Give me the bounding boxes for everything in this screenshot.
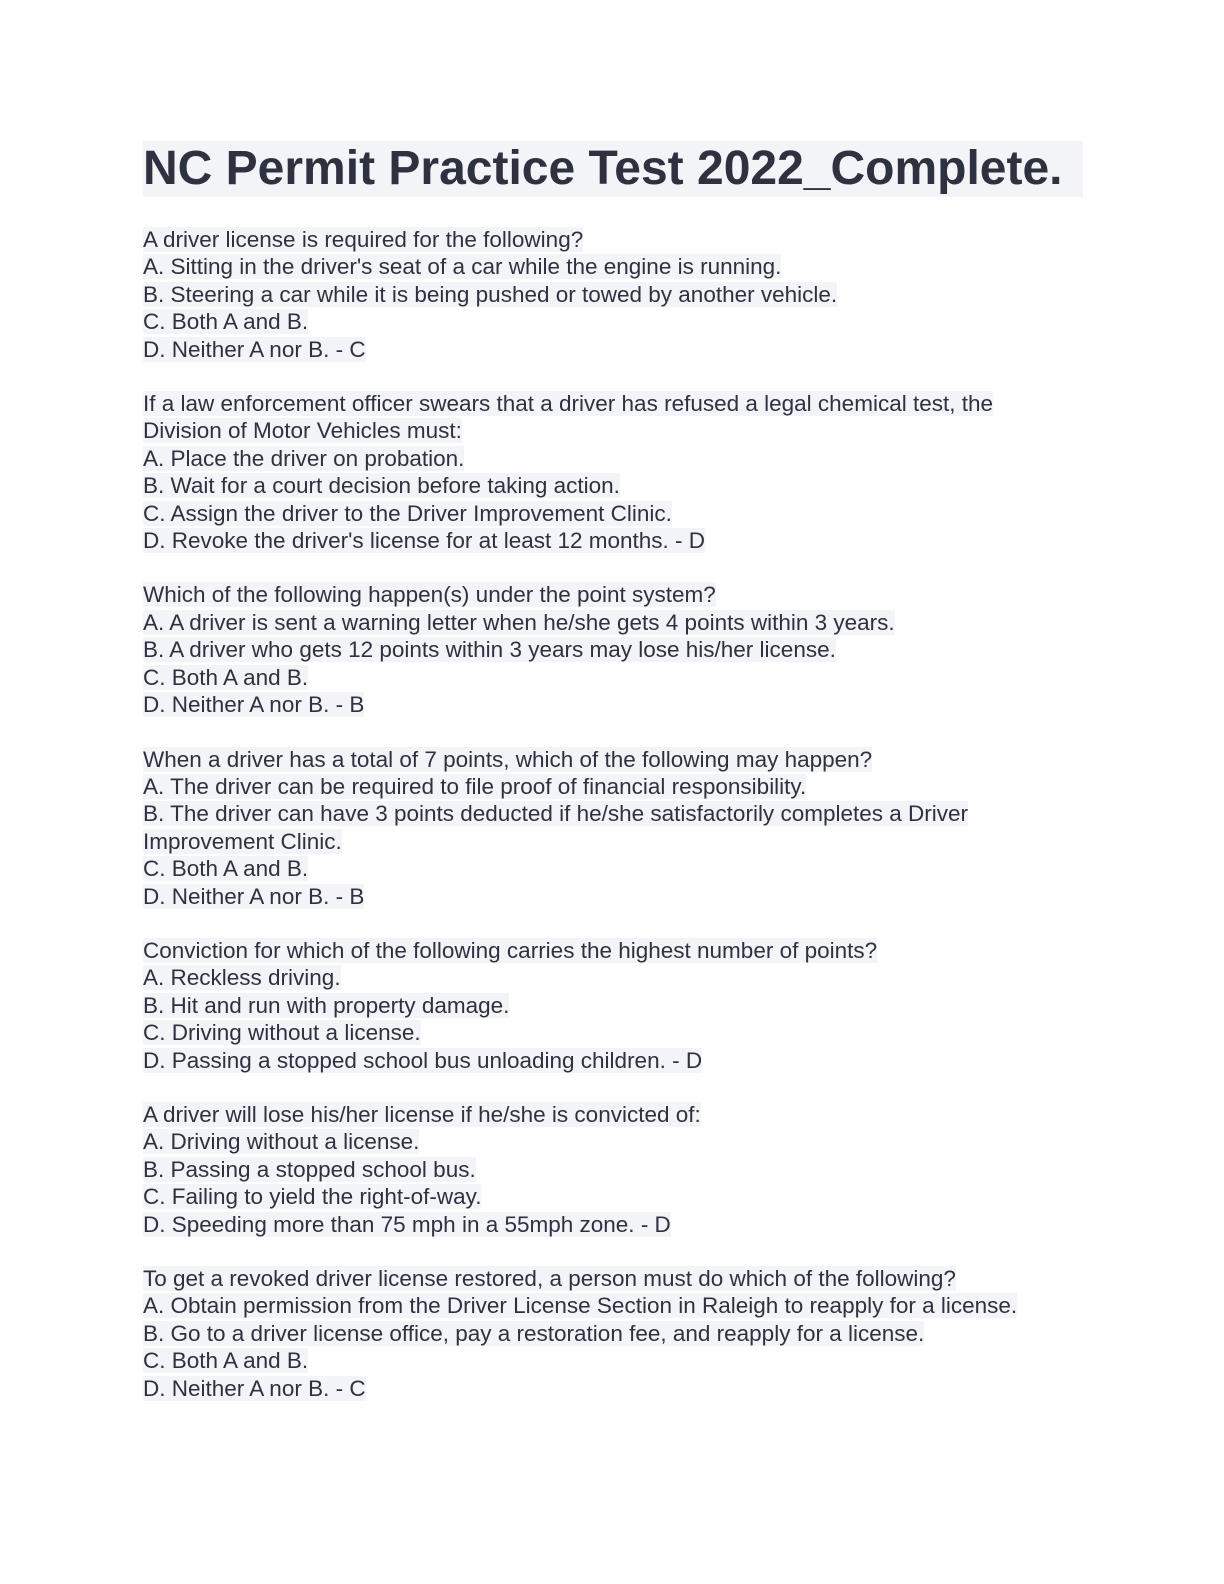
answer-option-line: [143, 691, 1083, 718]
question-block: [143, 226, 1083, 363]
line-text: C. Both A and B.: [143, 664, 309, 690]
answer-option-line: [143, 445, 1083, 472]
line-text: A. A driver is sent a warning letter when he/she gets 4 points within 3 years.: [143, 609, 895, 635]
line-text: D. Neither A nor B. - C: [143, 336, 366, 362]
line-text: D. Revoke the driver's license for at least 12 months. - D: [143, 528, 706, 554]
answer-option-line: [143, 1183, 1083, 1210]
question-block: [143, 746, 1083, 910]
line-text: B. Hit and run with property damage.: [143, 992, 510, 1018]
answer-option-line: [143, 336, 1083, 363]
answer-option-line: [143, 636, 1083, 663]
line-text: B. Wait for a court decision before taking action.: [143, 473, 620, 499]
line-text: Improvement Clinic.: [143, 828, 342, 854]
line-text: A. Driving without a license.: [143, 1129, 420, 1155]
answer-option-line: [143, 253, 1083, 280]
answer-option-line: [143, 1047, 1083, 1074]
line-text: When a driver has a total of 7 points, which of the following may happen?: [143, 746, 873, 772]
answer-option-line: [143, 472, 1083, 499]
question-text-line: [143, 1101, 1083, 1128]
answer-option-line: [143, 609, 1083, 636]
answer-option-line: [143, 964, 1083, 991]
answer-option-line: [143, 1211, 1083, 1238]
line-text: Which of the following happen(s) under the point system?: [143, 582, 716, 608]
question-block: [143, 1101, 1083, 1238]
line-text: A. The driver can be required to file proof of financial responsibility.: [143, 773, 807, 799]
line-text: A. Sitting in the driver's seat of a car while the engine is running.: [143, 254, 782, 280]
answer-option-line: [143, 281, 1083, 308]
answer-option-line: [143, 992, 1083, 1019]
line-text: D. Speeding more than 75 mph in a 55mph zone. - D: [143, 1211, 671, 1237]
line-text: C. Both A and B.: [143, 1348, 309, 1374]
answer-option-line: [143, 1292, 1083, 1319]
question-text-line: [143, 390, 1083, 417]
line-text: C. Failing to yield the right-of-way.: [143, 1184, 482, 1210]
line-text: B. Passing a stopped school bus.: [143, 1156, 476, 1182]
line-text: A. Reckless driving.: [143, 965, 341, 991]
answer-option-line: [143, 855, 1083, 882]
question-block: [143, 390, 1083, 554]
answer-option-line: [143, 800, 1083, 827]
line-text: A. Obtain permission from the Driver License Section in Raleigh to reapply for a license.: [143, 1293, 1018, 1319]
answer-option-line: [143, 664, 1083, 691]
line-text: D. Neither A nor B. - B: [143, 883, 365, 909]
question-block: [143, 937, 1083, 1074]
answer-option-line: [143, 308, 1083, 335]
line-text: B. Go to a driver license office, pay a restoration fee, and reapply for a license.: [143, 1320, 925, 1346]
answer-option-line: [143, 773, 1083, 800]
answer-option-line: [143, 883, 1083, 910]
question-text-continuation: [143, 417, 1083, 444]
question-text-line: [143, 937, 1083, 964]
question-text-line: [143, 226, 1083, 253]
question-text-line: [143, 746, 1083, 773]
line-text: C. Assign the driver to the Driver Improvement Clinic.: [143, 500, 672, 526]
line-text: If a law enforcement officer swears that a driver has refused a legal chemical test, the: [143, 391, 994, 417]
answer-option-line: [143, 1347, 1083, 1374]
answer-option-line: [143, 1375, 1083, 1402]
answer-option-line: [143, 1156, 1083, 1183]
line-text: C. Both A and B.: [143, 309, 309, 335]
line-text: Division of Motor Vehicles must:: [143, 418, 462, 444]
question-list: [143, 226, 1083, 1429]
line-text: C. Both A and B.: [143, 856, 309, 882]
answer-option-line: [143, 500, 1083, 527]
line-text: D. Neither A nor B. - B: [143, 692, 365, 718]
line-text: Conviction for which of the following carries the highest number of points?: [143, 937, 878, 963]
line-text: B. Steering a car while it is being pushed or towed by another vehicle.: [143, 281, 838, 307]
question-block: [143, 581, 1083, 718]
line-text: B. The driver can have 3 points deducted if he/she satisfactorily completes a Driver: [143, 801, 968, 827]
line-text: To get a revoked driver license restored, a person must do which of the following?: [143, 1266, 956, 1291]
answer-option-line: [143, 1128, 1083, 1155]
question-text-continuation: [143, 828, 1083, 855]
line-text: B. A driver who gets 12 points within 3 years may lose his/her license.: [143, 637, 836, 663]
page-title: NC Permit Practice Test 2022_Complete.: [143, 141, 1083, 197]
question-text-line: [143, 1265, 1083, 1292]
answer-option-line: [143, 1320, 1083, 1347]
line-text: A driver license is required for the following?: [143, 227, 584, 252]
line-text: D. Passing a stopped school bus unloading children. - D: [143, 1047, 703, 1073]
question-block: [143, 1265, 1083, 1402]
question-text-line: [143, 581, 1083, 608]
line-text: A driver will lose his/her license if he/she is convicted of:: [143, 1101, 701, 1127]
line-text: A. Place the driver on probation.: [143, 445, 465, 471]
answer-option-line: [143, 1019, 1083, 1046]
line-text: D. Neither A nor B. - C: [143, 1375, 366, 1401]
answer-option-line: [143, 527, 1083, 554]
line-text: C. Driving without a license.: [143, 1020, 421, 1046]
